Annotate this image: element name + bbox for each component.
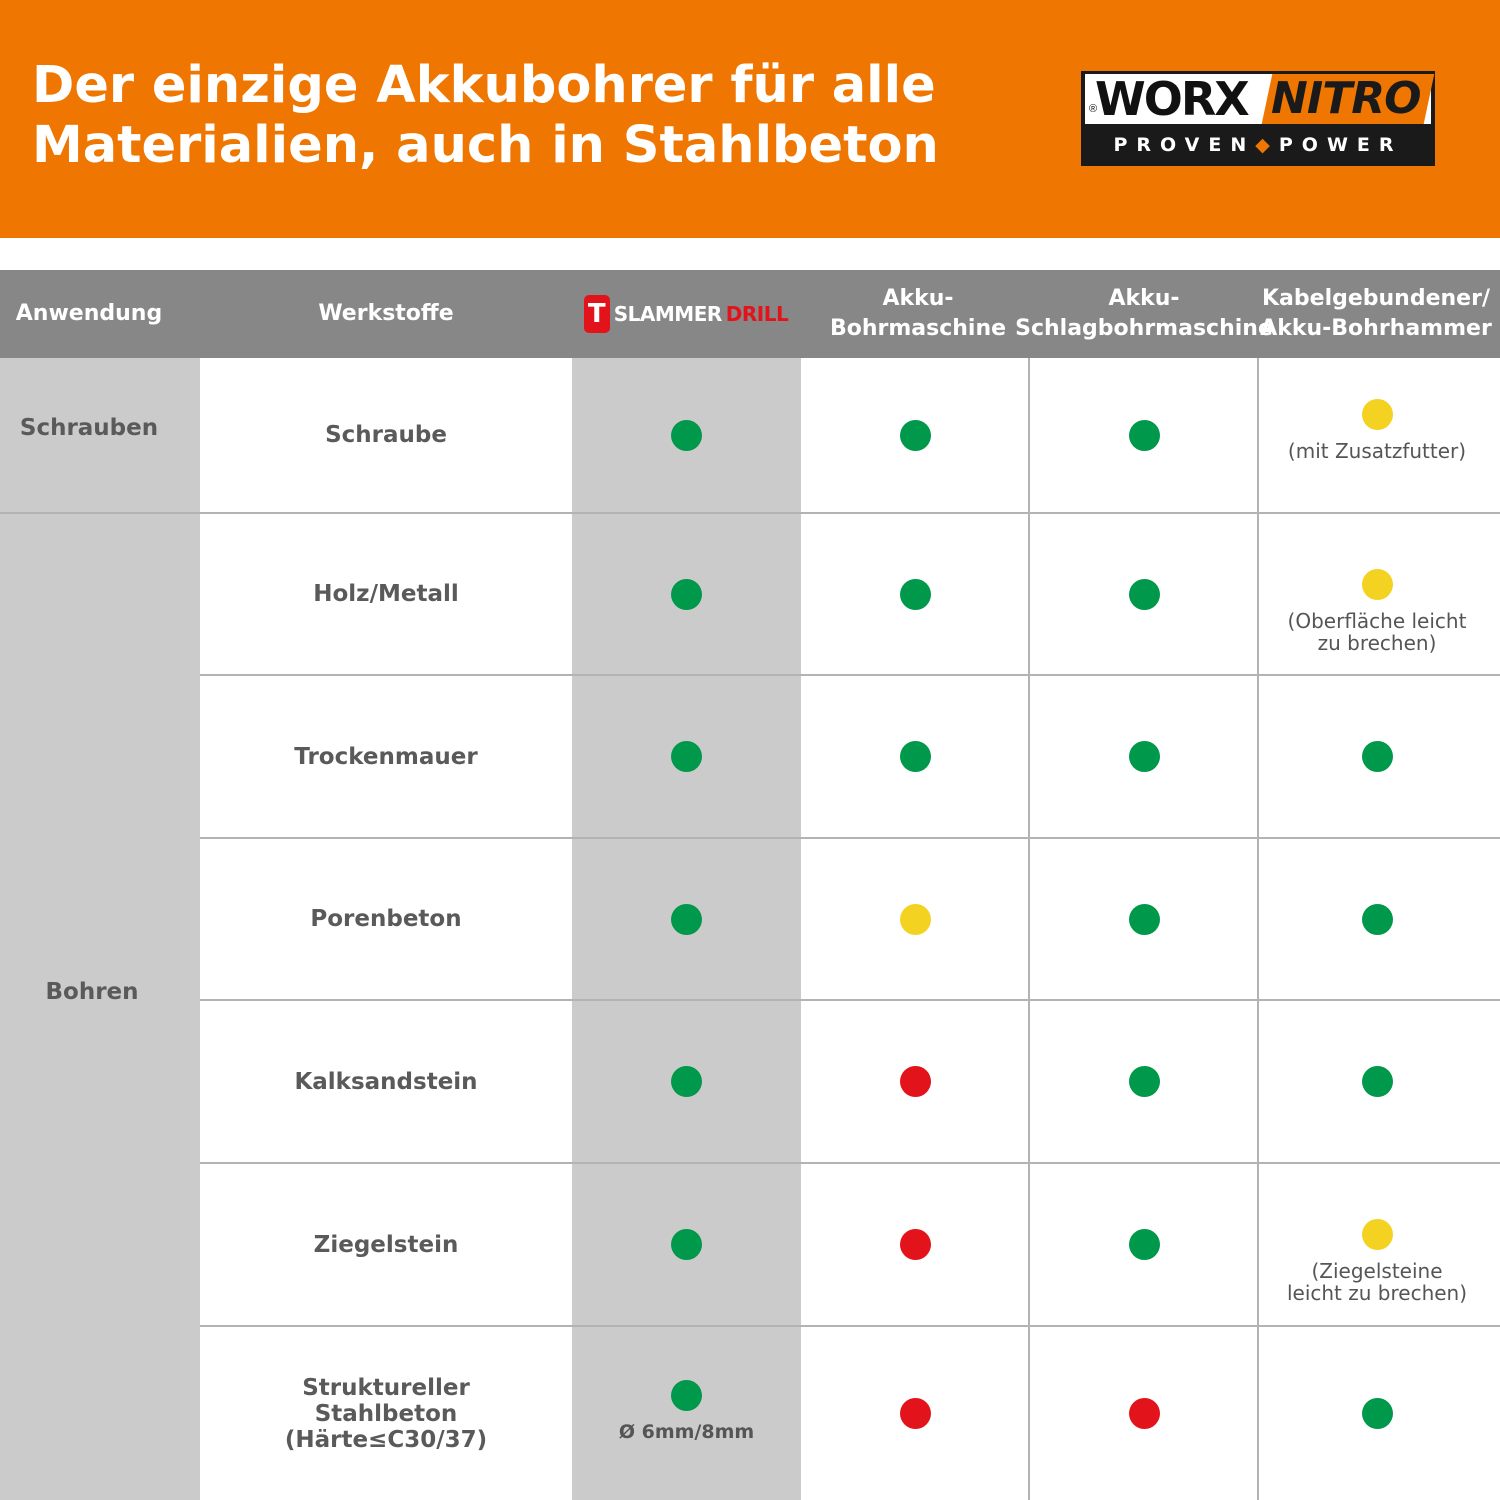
column-header-material-label: Werkstoffe — [318, 301, 454, 326]
rating-cell-hammer — [1259, 1164, 1495, 1325]
material-cell — [200, 1001, 572, 1162]
rating-cell-impact — [1030, 1327, 1258, 1500]
rating-green-dot-icon — [1129, 1229, 1160, 1260]
material-cell — [200, 839, 572, 999]
rating-cell-impact — [1030, 839, 1258, 999]
group-label-screw — [0, 358, 178, 498]
rating-green-dot-icon — [1362, 1066, 1393, 1097]
rating-cell-impact — [1030, 358, 1258, 512]
group-label-drill — [0, 958, 184, 1026]
rating-green-dot-icon — [1362, 904, 1393, 935]
rating-green-dot-icon — [671, 1066, 702, 1097]
rating-note: (Oberfläche leicht zu brechen) — [1287, 609, 1467, 655]
rating-note: (mit Zusatzfutter) — [1287, 439, 1467, 463]
rating-yellow-dot-icon — [1362, 569, 1393, 600]
header-banner — [0, 0, 1500, 238]
material-label: Porenbeton — [310, 906, 462, 932]
rating-cell-slammerdrill — [572, 839, 801, 999]
rating-green-dot-icon — [671, 420, 702, 451]
column-header-application-label: Anwendung — [15, 301, 163, 326]
rating-cell-impact — [1030, 1001, 1258, 1162]
column-header-hammer — [1260, 270, 1492, 358]
rating-cell-hammer — [1259, 676, 1495, 837]
material-cell — [200, 1164, 572, 1325]
rating-cell-hammer — [1259, 358, 1495, 512]
rating-cell-hammer — [1259, 514, 1495, 674]
rating-green-dot-icon — [1362, 741, 1393, 772]
column-header-impact-line-1: Akku- — [1108, 286, 1180, 311]
material-cell — [200, 676, 572, 837]
rating-cell-drill — [801, 514, 1029, 674]
material-cell — [200, 514, 572, 674]
rating-green-dot-icon — [1129, 1066, 1160, 1097]
column-header-hammer-line-1: Kabelgebundener/ — [1262, 286, 1490, 311]
material-label: Holz/Metall — [313, 581, 459, 607]
page-title-line-2: Materialien, auch in Stahlbeton — [32, 116, 939, 175]
rating-cell-slammerdrill — [572, 1001, 801, 1162]
rating-green-dot-icon — [1362, 1398, 1393, 1429]
rating-cell-drill — [801, 358, 1029, 512]
rating-red-dot-icon — [900, 1066, 931, 1097]
material-label: Trockenmauer — [294, 743, 478, 770]
rating-red-dot-icon — [900, 1229, 931, 1260]
rating-cell-drill — [801, 1001, 1029, 1162]
material-cell — [200, 1327, 572, 1500]
material-label: Struktureller Stahlbeton (Härte≤C30/37) — [284, 1374, 488, 1453]
rating-green-dot-icon — [1129, 741, 1160, 772]
logo-tagline — [1081, 131, 1435, 159]
column-header-drill-line-2: Bohrmaschine — [829, 316, 1007, 341]
page-title — [32, 56, 1032, 176]
rating-cell-slammerdrill — [572, 514, 801, 674]
rating-green-dot-icon — [900, 420, 931, 451]
rating-green-dot-icon — [671, 741, 702, 772]
group-label-drill-text: Bohren — [45, 979, 139, 1005]
rating-cell-drill — [801, 1327, 1029, 1500]
rating-green-dot-icon — [1129, 579, 1160, 610]
rating-green-dot-icon — [671, 1229, 702, 1260]
rating-green-dot-icon — [1129, 904, 1160, 935]
worx-nitro-logo — [1081, 71, 1435, 166]
logo-tagline-diamond-icon: ◆ — [1255, 134, 1279, 156]
rating-green-dot-icon — [671, 579, 702, 610]
rating-red-dot-icon — [900, 1398, 931, 1429]
rating-cell-slammerdrill — [572, 1327, 801, 1500]
rating-green-dot-icon — [671, 1380, 702, 1411]
rating-cell-hammer — [1259, 1001, 1495, 1162]
logo-registered-mark: ® — [1089, 103, 1098, 115]
rating-green-dot-icon — [900, 579, 931, 610]
slammerdrill-logo-part-1: SLAMMER — [613, 302, 722, 326]
material-label: Ziegelstein — [313, 1231, 459, 1258]
logo-brand: WORX — [1095, 72, 1248, 126]
logo-tagline-left: PROVEN — [1113, 134, 1256, 156]
material-cell — [200, 358, 572, 512]
rating-cell-impact — [1030, 1164, 1258, 1325]
logo-tagline-right: POWER — [1278, 134, 1403, 156]
rating-cell-drill — [801, 839, 1029, 999]
column-header-drill — [806, 270, 1030, 358]
rating-cell-drill — [801, 676, 1029, 837]
rating-note: (Ziegelsteine leicht zu brechen) — [1286, 1259, 1468, 1305]
group-label-screw-text: Schrauben — [19, 415, 159, 441]
rating-green-dot-icon — [1129, 420, 1160, 451]
rating-note: Ø 6mm/8mm — [618, 1421, 755, 1443]
material-label: Kalksandstein — [294, 1068, 478, 1095]
column-header-application — [0, 270, 178, 358]
logo-sub-brand: NITRO — [1271, 73, 1421, 124]
column-header-drill-line-1: Akku- — [882, 286, 954, 311]
application-column-band — [0, 358, 200, 1500]
column-header-impact — [1015, 270, 1273, 358]
rating-yellow-dot-icon — [1362, 1219, 1393, 1250]
rating-cell-impact — [1030, 676, 1258, 837]
material-label: Schraube — [325, 422, 447, 448]
column-header-material — [200, 270, 572, 358]
column-header-slammerdrill — [572, 270, 800, 358]
rating-yellow-dot-icon — [900, 904, 931, 935]
slammerdrill-logo — [584, 295, 788, 333]
slammerdrill-logo-part-2: DRILL — [725, 302, 789, 326]
rating-cell-hammer — [1259, 1327, 1495, 1500]
column-header-hammer-line-2: Akku-Bohrhammer — [1260, 316, 1492, 341]
rating-cell-drill — [801, 1164, 1029, 1325]
rating-cell-slammerdrill — [572, 358, 801, 512]
rating-yellow-dot-icon — [1362, 399, 1393, 430]
page-title-line-1: Der einzige Akkubohrer für alle — [32, 56, 936, 115]
rating-cell-slammerdrill — [572, 676, 801, 837]
rating-green-dot-icon — [671, 904, 702, 935]
column-header-impact-line-2: Schlagbohrmaschine — [1015, 316, 1273, 341]
rating-cell-hammer — [1259, 839, 1495, 999]
rating-cell-impact — [1030, 514, 1258, 674]
rating-cell-slammerdrill — [572, 1164, 801, 1325]
rating-red-dot-icon — [1129, 1398, 1160, 1429]
slammerdrill-badge-icon: T — [584, 295, 610, 333]
rating-green-dot-icon — [900, 741, 931, 772]
